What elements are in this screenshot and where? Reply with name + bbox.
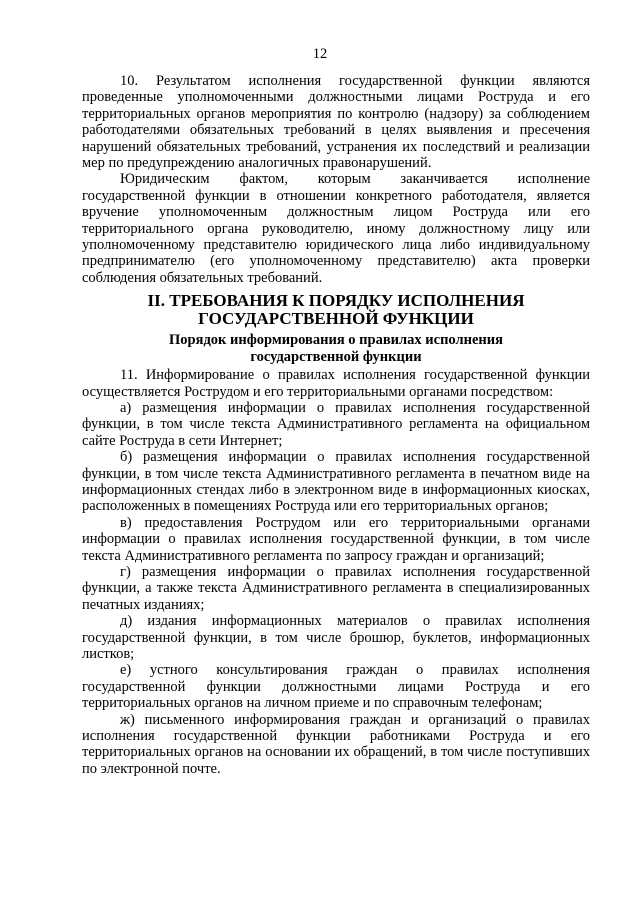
list-item-g: г) размещения информации о правилах исполнения государственной функции, а также текста Административного регламента в специализированных печатных изданиях; [82,563,590,613]
list-item-v: в) предоставления Рострудом или его территориальными органами информации о правилах исполнения государственной функции, в том числе текста Административного регламента по запросу граждан и организаций; [82,514,590,564]
page-number: 12 [312,46,328,62]
list-item-d: д) издания информационных материалов о правилах исполнения государственной функции, в том числе брошюр, буклетов, информационных листков; [82,613,590,662]
subsection-title-line-2: государственной функции [250,348,422,365]
section-title-line-2: ГОСУДАРСТВЕННОЙ ФУНКЦИИ [198,309,474,329]
list-item-e: е) устного консультирования граждан о правилах исполнения государственной функции должностными лицами Роструда и его территориальных органов на личном приеме и по справочным телефонам; [82,662,590,712]
list-item-zh: ж) письменного информирования граждан и организаций о правилах исполнения государственной функции работниками Роструда и его территориальных органов на основании их обращений, в том числе поступивших по электронной почте. [82,711,590,777]
subsection-title-line-1: Порядок информирования о правилах исполнения [169,332,503,349]
paragraph-legal-fact: Юридическим фактом, которым заканчивается исполнение государственной функции в отношении конкретного работодателя, является вручение уполномоченным должностным лицом Роструда или его территориального органа руководителю, иному должностному лицу или уполномоченному представителю юридического лица либо индивидуальному предпринимателю (его уполномоченному представителю) акта проверки соблюдения обязательных требований. [82,171,590,286]
list-item-a: а) размещения информации о правилах исполнения государственной функции, в том числе текста Административного регламента на официальном сайте Роструда в сети Интернет; [82,399,590,449]
document-body [82,73,590,777]
section-title-line-1: II. ТРЕБОВАНИЯ К ПОРЯДКУ ИСПОЛНЕНИЯ [147,291,525,311]
list-item-b: б) размещения информации о правилах исполнения государственной функции, в том числе текста Административного регламента в печатном виде на информационных стендах либо в электронном виде в информационных киосках, расположенных в помещениях Роструда или его территориальных органов; [82,449,590,515]
section-title [82,292,590,328]
subsection-title [82,332,590,365]
paragraph-10: 10. Результатом исполнения государственной функции являются проведенные уполномоченными должностными лицами Роструда и его территориальных органов мероприятия по контролю (надзору) за соблюдением работодателями обязательных требований в целях выявления и пресечения нарушений обязательных требований, устранения их последствий и реализации мер по предупреждению аналогичных правонарушений. [82,73,590,172]
paragraph-11: 11. Информирование о правилах исполнения государственной функции осуществляется Рострудом и его территориальными органами посредством: [82,367,590,400]
